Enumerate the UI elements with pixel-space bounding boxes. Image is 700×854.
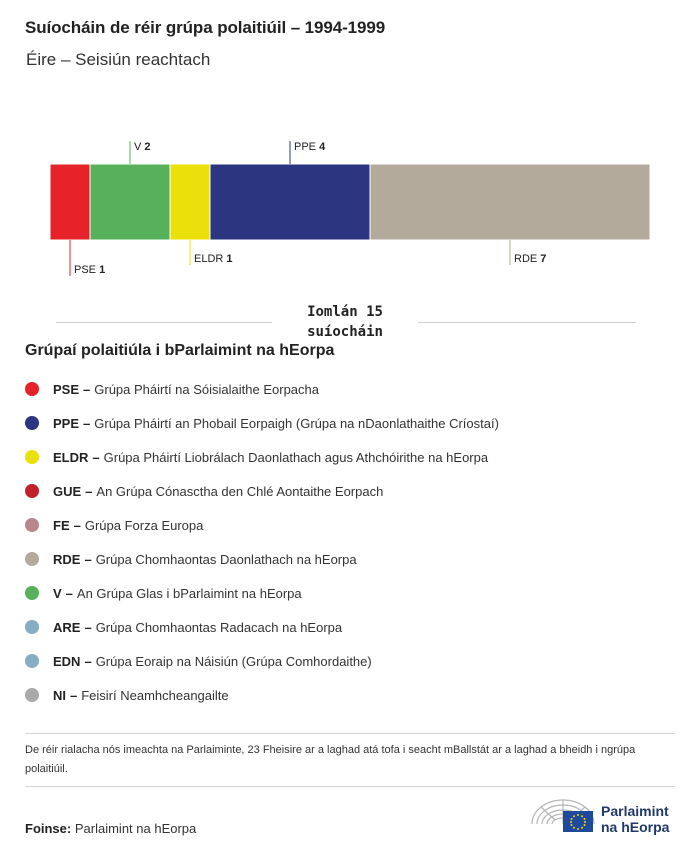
seat-bar-chart [0,130,700,290]
legend-name: Grúpa Chomhaontas Daonlathach na hEorpa [95,551,357,567]
legend-item-pse [25,372,499,406]
legend-separator: – [73,517,81,533]
hemicycle-icon [528,794,598,838]
legend-separator: – [65,585,73,601]
legend-separator: – [83,415,91,431]
legend-separator: – [85,483,93,499]
legend-abbr: RDE [53,551,81,567]
legend-abbr: NI [53,687,66,703]
divider-line [56,322,272,323]
seat-label-eldr: ELDR 1 [194,253,233,265]
legend-item-gue [25,474,499,508]
source-label: Foinse: [25,821,72,836]
legend-swatch-icon [25,586,39,600]
legend-item-v [25,576,499,610]
bar-segment-pse [50,164,90,240]
legend-name: An Grúpa Cónasctha den Chlé Aontaithe Eorpach [96,483,384,499]
legend-separator: – [92,449,100,465]
seat-label-rde: RDE 7 [514,253,547,265]
legend-swatch-icon [25,416,39,430]
legend-swatch-icon [25,620,39,634]
chart-title: Suíocháin de réir grúpa polaitiúil – 1994-1999 [25,18,386,37]
legend-name: An Grúpa Glas i bParlaimint na hEorpa [76,585,302,601]
legend-swatch-icon [25,450,39,464]
divider-line [25,733,675,734]
legend-separator: – [84,551,92,567]
bar-segment-v [90,164,170,240]
legend-name: Grúpa Chomhaontas Radacach na hEorpa [95,619,343,635]
legend-separator: – [70,687,78,703]
legend-swatch-icon [25,484,39,498]
legend-name: Grúpa Pháirtí na Sóisialaithe Eorpacha [94,381,319,397]
legend-swatch-icon [25,654,39,668]
legend-name: Feisirí Neamhcheangailte [81,687,229,703]
political-groups-legend [25,372,499,712]
seat-label-pse: PSE 1 [74,264,106,276]
legend-name: Grúpa Pháirtí Liobrálach Daonlathach agus Athchóirithe na hEorpa [103,449,489,465]
legend-abbr: EDN [53,653,81,669]
footnote: De réir rialacha nós imeachta na Parlaiminte, 23 Fheisire ar a laghad atá tofa i seacht mBallstát ar a laghad a bheidh i ngrúpa polaitiúil. [25,744,636,775]
legend-item-ni [25,678,499,712]
total-seats-label: Iomlán 15 suíocháin [307,304,383,340]
legend-abbr: PSE [53,381,80,397]
source-line [25,821,196,836]
legend-swatch-icon [25,688,39,702]
legend-separator: – [84,619,92,635]
legend-name: Grúpa Pháirtí an Phobail Eorpaigh (Grúpa na nDaonlathaithe Críostaí) [94,415,499,431]
legend-abbr: V [53,585,62,601]
legend-abbr: GUE [53,483,82,499]
logo-line-2: na hEorpa [601,819,670,835]
legend-name: Grúpa Forza Europa [84,517,204,533]
chart-subtitle: Éire – Seisiún reachtach [26,50,211,69]
legend-swatch-icon [25,518,39,532]
legend-abbr: FE [53,517,70,533]
logo-text [601,803,669,835]
legend-name: Grúpa Eoraip na Náisiún (Grúpa Comhordaithe) [95,653,372,669]
logo-line-1: Parlaimint [601,803,669,819]
divider-line [25,786,675,787]
legend-item-rde [25,542,499,576]
seat-label-v: V 2 [134,141,151,153]
divider-line [418,322,636,323]
legend-item-eldr [25,440,499,474]
legend-title: Grúpaí polaitiúla i bParlaimint na hEorpa [25,342,335,359]
legend-swatch-icon [25,382,39,396]
legend-separator: – [84,653,92,669]
legend-item-edn [25,644,499,678]
legend-abbr: ARE [53,619,81,635]
bar-segment-rde [370,164,650,240]
legend-item-fe [25,508,499,542]
seat-label-ppe: PPE 4 [294,141,326,153]
legend-item-are [25,610,499,644]
legend-item-ppe [25,406,499,440]
legend-abbr: PPE [53,415,80,431]
european-parliament-logo [528,794,678,838]
bar-segment-eldr [170,164,210,240]
legend-abbr: ELDR [53,449,89,465]
legend-separator: – [83,381,91,397]
total-seats-row [56,300,636,344]
legend-swatch-icon [25,552,39,566]
bar-segment-ppe [210,164,370,240]
source-value: Parlaimint na hEorpa [74,821,197,836]
